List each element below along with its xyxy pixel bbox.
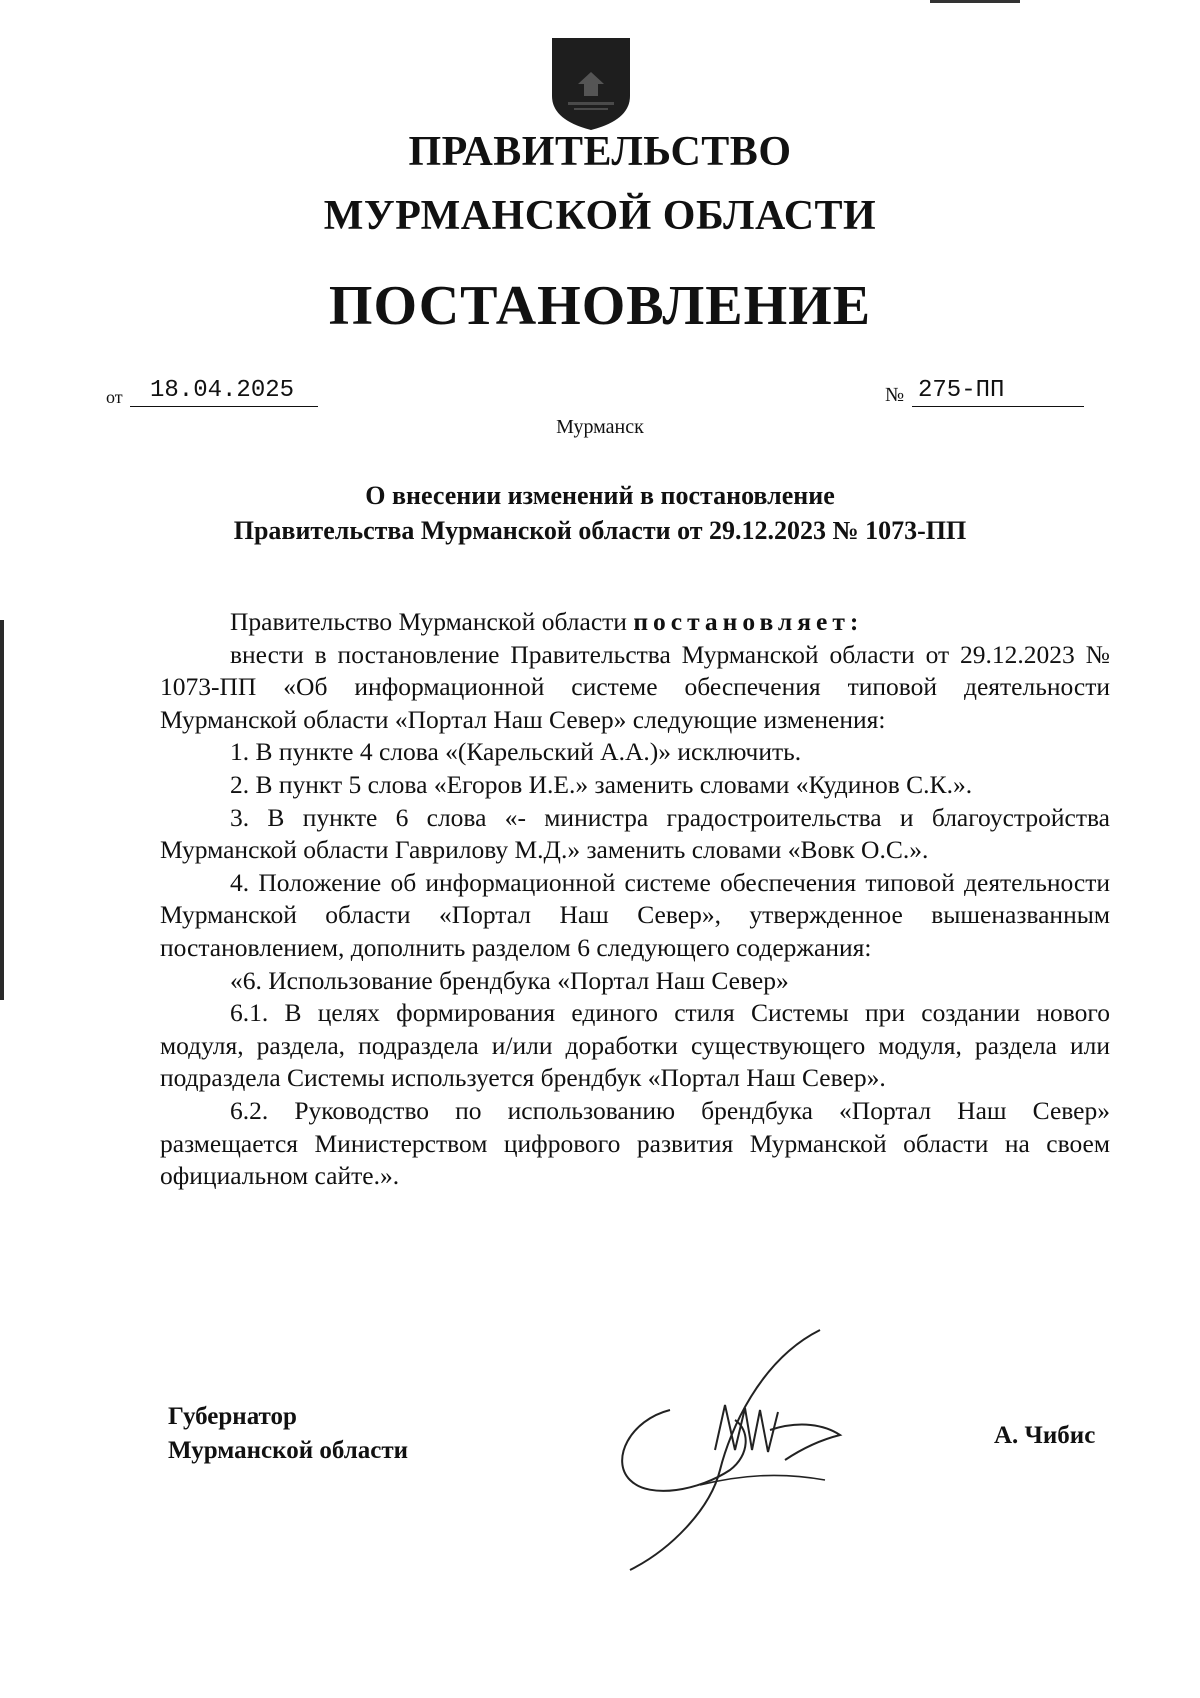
handwritten-signature (610, 1300, 870, 1580)
scan-edge-artifact (0, 620, 4, 1000)
subject-line1: О внесении изменений в постановление (365, 481, 835, 510)
body-resolves: постановляет: (633, 607, 864, 636)
org-title-line2: МУРМАНСКОЙ ОБЛАСТИ (323, 193, 877, 239)
signatory-title-line1: Губернатор (168, 1403, 297, 1430)
coat-of-arms-icon (548, 34, 634, 132)
signatory-title-line2: Мурманской области (168, 1437, 409, 1464)
body-paragraph-4: 3. В пункте 6 слова «- министра градостроительства и благоустройства Мурманской области Гаврилову М.Д.» заменить словами «Вовк О.С.». (160, 802, 1110, 865)
date-label: от (106, 387, 123, 407)
body-paragraph-8: 6.2. Руководство по использованию брендбука «Портал Наш Север» размещается Министерством цифрового развития Мурманской области на своем официальном сайте.». (160, 1095, 1110, 1191)
document-subject (0, 478, 1200, 548)
body-paragraph-0 (160, 606, 1110, 639)
body-paragraph-7: 6.1. В целях формирования единого стиля Системы при создании нового модуля, раздела, подраздела и/или доработки существующего модуля, раздела или подраздела Системы используется брендбук «Портал Наш Север». (160, 998, 1110, 1093)
org-title-line1: ПРАВИТЕЛЬСТВО (408, 129, 792, 175)
document-date: 18.04.2025 (130, 376, 318, 407)
document-number: 275-ПП (912, 376, 1084, 407)
number-label: № (885, 384, 905, 406)
signatory-name: А. Чибис (994, 1422, 1096, 1449)
subject-line2: Правительства Мурманской области от 29.12.2023 № 1073-ПП (233, 516, 967, 545)
body-paragraph-5: 4. Положение об информационной системе обеспечения типовой деятельности Мурманской области «Портал Наш Север», утвержденное вышеназванным постановлением, дополнить разделом 6 следующего содержания: (160, 867, 1110, 962)
body-paragraph-6: «6. Использование брендбука «Портал Наш Север» (230, 965, 789, 995)
body-paragraph-3: 2. В пункт 5 слова «Егоров И.Е.» заменить словами «Кудинов С.К.». (230, 769, 973, 799)
city: Мурманск (556, 416, 644, 438)
body-paragraph-1: внести в постановление Правительства Мурманской области от 29.12.2023 № 1073-ПП «Об информационной системе обеспечения типовой деятельности Мурманской области «Портал Наш Север» следующие изменения: (160, 639, 1110, 734)
signatory-title (168, 1400, 408, 1468)
body-lead: Правительство Мурманской области (230, 607, 634, 636)
document-type: ПОСТАНОВЛЕНИЕ (328, 275, 872, 337)
body-paragraph-2: 1. В пункте 4 слова «(Карельский А.А.)» исключить. (230, 737, 802, 767)
document-body (160, 606, 1110, 1193)
scan-artifact (930, 0, 1020, 3)
